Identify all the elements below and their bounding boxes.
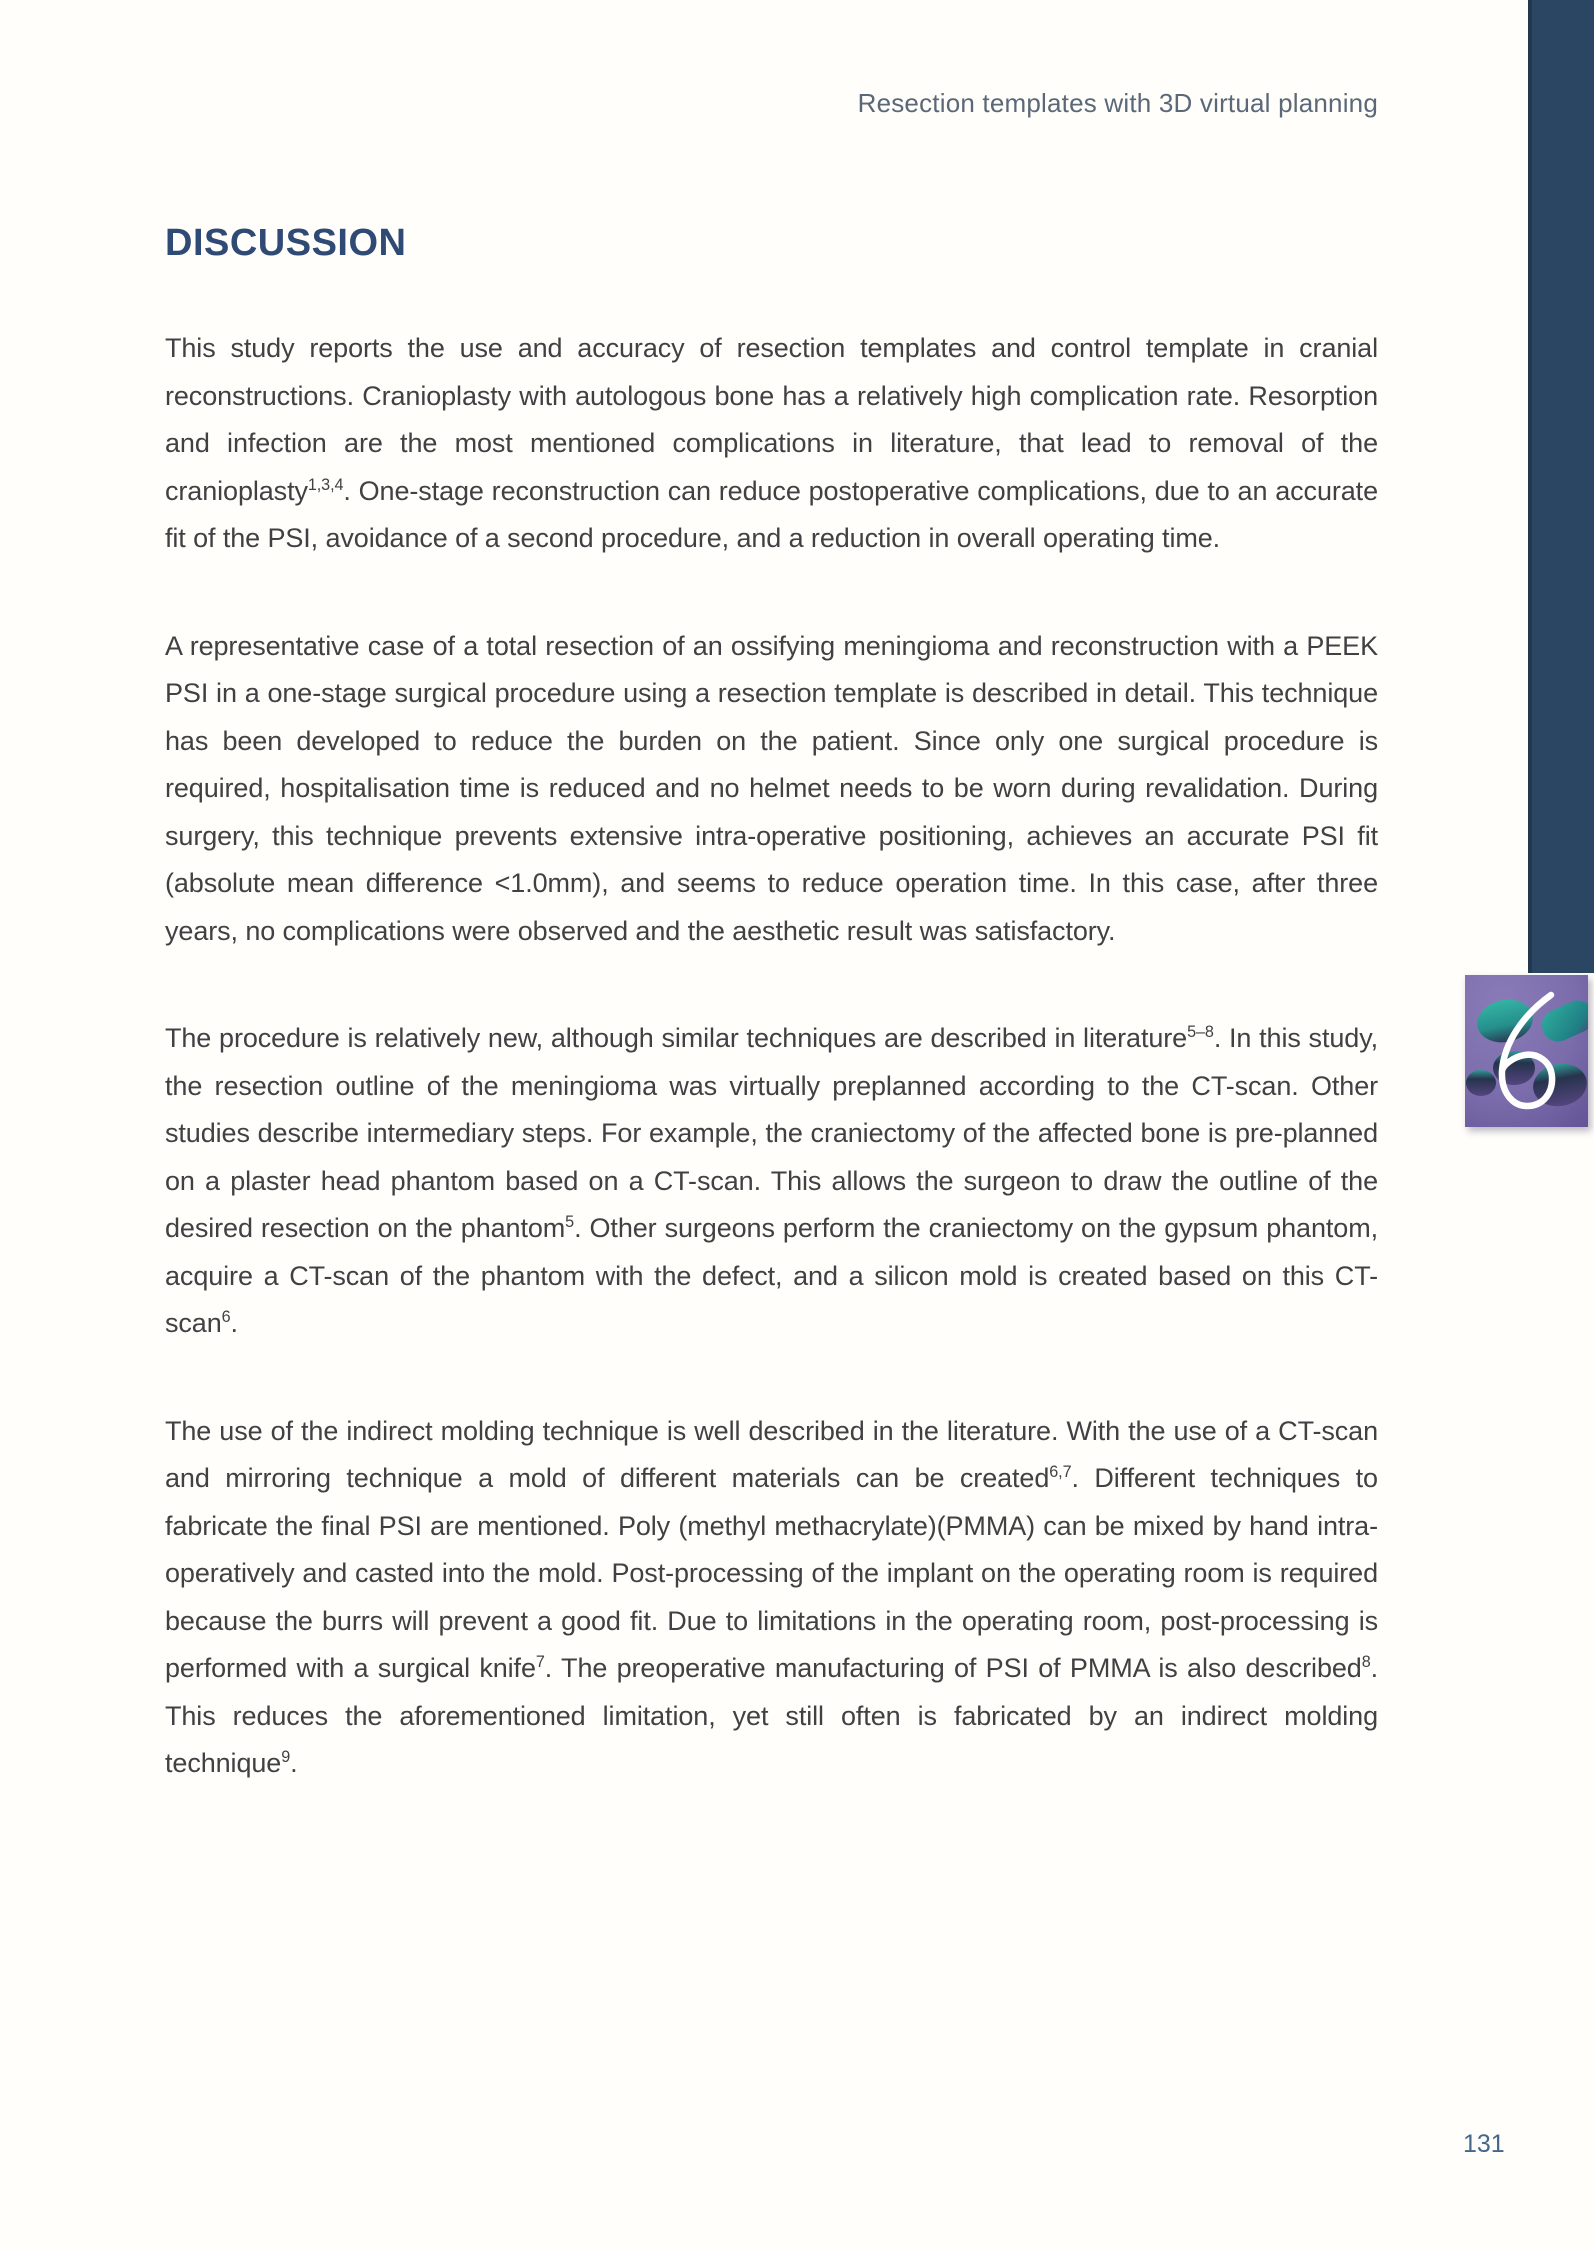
paragraph: The procedure is relatively new, although similar techniques are described in literature$^{5-8}$. In this study, the resection outline of the meningioma was virtually preplanned according to the CT-scan. Other studies describe intermediary steps. For example, the craniectomy of the affected bone is pre-planned on a plaster head phantom based on a CT-scan. This allows the surgeon to draw the outline of the desired resection on the phantom$^5$. Other surgeons perform the craniectomy on the gypsum phantom, acquire a CT-scan of the phantom with the defect, and a silicon mold is created based on this CT-scan$^6$. xyxy=(165,1023,1378,1338)
paragraph: This study reports the use and accuracy of resection templates and control template in cranial reconstructions. Cranioplasty with autologous bone has a relatively high complication rate. Resorption and infection are the most mentioned complications in literature, that lead to removal of the cranioplasty$^{1,3,4}$. One-stage reconstruction can reduce postoperative complications, due to an accurate fit of the PSI, avoidance of a second procedure, and a reduction in overall operating time. xyxy=(165,333,1378,553)
paragraph: A representative case of a total resection of an ossifying meningioma and reconstruction with a PEEK PSI in a one-stage surgical procedure using a resection template is described in detail. This technique has been developed to reduce the burden on the patient. Since only one surgical procedure is required, hospitalisation time is reduced and no helmet needs to be worn during revalidation. During surgery, this technique prevents extensive intra-operative positioning, achieves an accurate PSI fit (absolute mean difference <1.0mm), and seems to reduce operation time. In this case, after three years, no complications were observed and the aesthetic result was satisfactory. xyxy=(165,630,1378,946)
running-header: Resection templates with 3D virtual planning xyxy=(857,88,1378,118)
chapter-tile xyxy=(1465,975,1588,1127)
chapter-side-bar xyxy=(1528,0,1594,973)
section-title: DISCUSSION xyxy=(165,222,407,264)
page-number: 131 xyxy=(1463,2130,1505,2158)
chapter-pills-graphic xyxy=(1465,975,1588,1127)
body-text xyxy=(165,325,1378,1848)
paragraph: The use of the indirect molding technique is well described in the literature. With the use of a CT-scan and mirroring technique a mold of different materials can be created$^{6,7}$. Different techniques to fabricate the final PSI are mentioned. Poly (methyl methacrylate)(PMMA) can be mixed by hand intra-operatively and casted into the mold. Post-processing of the implant on the operating room is required because the burrs will prevent a good fit. Due to limitations in the operating room, post-processing is performed with a surgical knife$^7$. The preoperative manufacturing of PSI of PMMA is also described$^8$. This reduces the aforementioned limitation, yet still often is fabricated by an indirect molding technique$^9$. xyxy=(165,1415,1379,1778)
